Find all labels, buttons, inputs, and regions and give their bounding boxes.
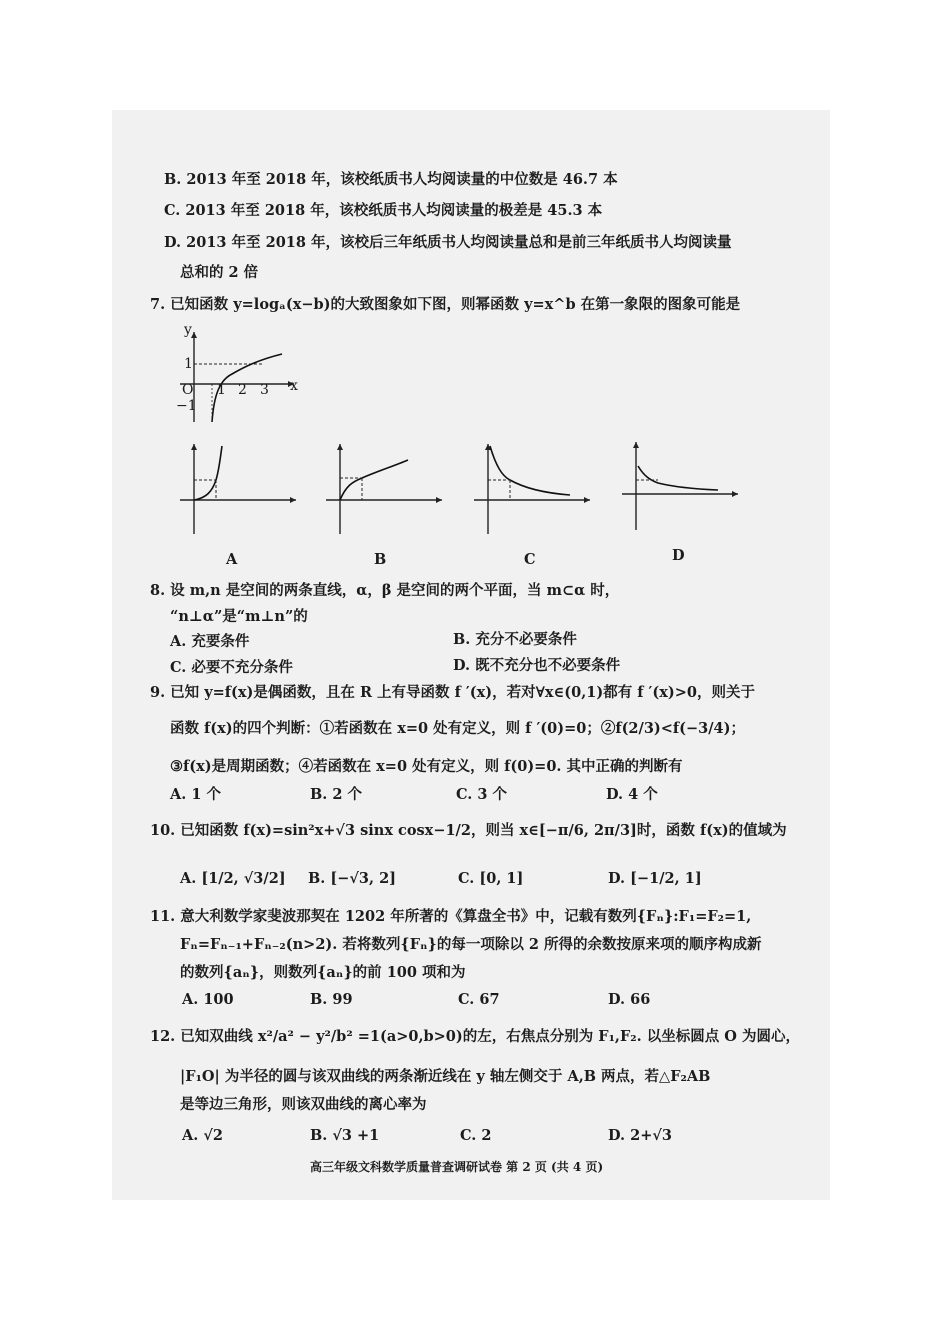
q6-option-c: C. 2013 年至 2018 年，该校纸质书人均阅读量的极差是 45.3 本 xyxy=(164,202,603,219)
q7-graph-d xyxy=(614,438,744,538)
q7-log-graph xyxy=(172,322,302,427)
q9-option-c: C. 3 个 xyxy=(456,786,508,803)
page-footer: 高三年级文科数学质量普查调研试卷 第 2 页 (共 4 页) xyxy=(310,1160,604,1174)
q7-label-b: B xyxy=(374,551,387,568)
q9-option-d: D. 4 个 xyxy=(606,786,658,803)
q8-option-a: A. 充要条件 xyxy=(170,633,250,650)
q6-option-d-line2: 总和的 2 倍 xyxy=(180,264,259,281)
q7-label-d: D xyxy=(672,547,685,564)
q7-label-a: A xyxy=(226,551,238,568)
x-tick-2: 2 xyxy=(238,382,247,398)
q11-stem-line1: 11. 意大利数学家斐波那契在 1202 年所著的《算盘全书》中，记载有数列{Fₙ}:F₁=F₂=1, xyxy=(150,908,752,925)
q9-option-b: B. 2 个 xyxy=(310,786,362,803)
q6-option-d-line1: D. 2013 年至 2018 年，该校后三年纸质书人均阅读量总和是前三年纸质书人均阅读量 xyxy=(164,234,732,251)
q12-option-a: A. √2 xyxy=(182,1127,223,1144)
q8-stem-line2: “n⊥α”是“m⊥n”的 xyxy=(170,608,308,625)
q11-stem-line3: 的数列{aₙ}，则数列{aₙ}的前 100 项和为 xyxy=(180,964,466,981)
q9-option-a: A. 1 个 xyxy=(170,786,221,803)
q12-option-c: C. 2 xyxy=(460,1127,492,1144)
q11-stem-line2: Fₙ=Fₙ₋₁+Fₙ₋₂(n>2). 若将数列{Fₙ}的每一项除以 2 所得的余数按原来项的顺序构成新 xyxy=(180,936,762,953)
q11-option-b: B. 99 xyxy=(310,991,353,1008)
q10-option-d: D. [−1/2, 1] xyxy=(608,870,702,887)
q12-option-b: B. √3 +1 xyxy=(310,1127,380,1144)
axis-x-label: x xyxy=(290,378,298,394)
q10-option-a: A. [1/2, √3/2] xyxy=(180,870,286,887)
q12-stem-line3: 是等边三角形，则该双曲线的离心率为 xyxy=(180,1096,427,1113)
q11-option-d: D. 66 xyxy=(608,991,651,1008)
q7-label-c: C xyxy=(524,551,536,568)
q9-stem-line1: 9. 已知 y=f(x)是偶函数，且在 R 上有导函数 f ′(x)，若对∀x∈(0,1)都有 f ′(x)>0，则关于 xyxy=(150,684,755,701)
q7-graph-c xyxy=(466,438,596,538)
q6-option-b: B. 2013 年至 2018 年，该校纸质书人均阅读量的中位数是 46.7 本 xyxy=(164,171,618,188)
q7-graph-a xyxy=(172,438,302,538)
x-tick-3: 3 xyxy=(260,382,269,398)
x-tick-1: 1 xyxy=(217,382,226,398)
q11-option-c: C. 67 xyxy=(458,991,500,1008)
q12-option-d: D. 2+√3 xyxy=(608,1127,673,1144)
q10-option-b: B. [−√3, 2] xyxy=(308,870,397,887)
q7-stem: 7. 已知函数 y=logₐ(x−b)的大致图象如下图，则幂函数 y=x^b 在第一象限的图象可能是 xyxy=(150,296,741,313)
origin-label: O xyxy=(182,382,194,398)
q8-option-b: B. 充分不必要条件 xyxy=(453,631,577,648)
q10-stem: 10. 已知函数 f(x)=sin²x+√3 sinx cosx−1/2，则当 x∈[−π/6, 2π/3]时，函数 f(x)的值域为 xyxy=(150,822,787,839)
q12-stem-line1: 12. 已知双曲线 x²/a² − y²/b² =1(a>0,b>0)的左，右焦点分别为 F₁,F₂. 以坐标圆点 O 为圆心， xyxy=(150,1028,800,1045)
axis-y-label: y xyxy=(184,322,192,338)
q11-option-a: A. 100 xyxy=(182,991,234,1008)
q8-option-d: D. 既不充分也不必要条件 xyxy=(453,657,621,674)
q8-option-c: C. 必要不充分条件 xyxy=(170,659,293,676)
q7-graph-b xyxy=(318,438,448,538)
q10-option-c: C. [0, 1] xyxy=(458,870,524,887)
y-tick-neg1: −1 xyxy=(176,398,197,414)
q9-stem-line2: 函数 f(x)的四个判断：①若函数在 x=0 处有定义，则 f ′(0)=0；②f(2/3)<f(−3/4)； xyxy=(170,720,745,737)
y-tick-1: 1 xyxy=(184,356,193,372)
q12-stem-line2: |F₁O| 为半径的圆与该双曲线的两条渐近线在 y 轴左侧交于 A,B 两点，若△F₂AB xyxy=(180,1068,711,1085)
q8-stem-line1: 8. 设 m,n 是空间的两条直线，α，β 是空间的两个平面，当 m⊂α 时， xyxy=(150,582,620,599)
q9-stem-line3: ③f(x)是周期函数；④若函数在 x=0 处有定义，则 f(0)=0. 其中正确的判断有 xyxy=(170,758,683,775)
